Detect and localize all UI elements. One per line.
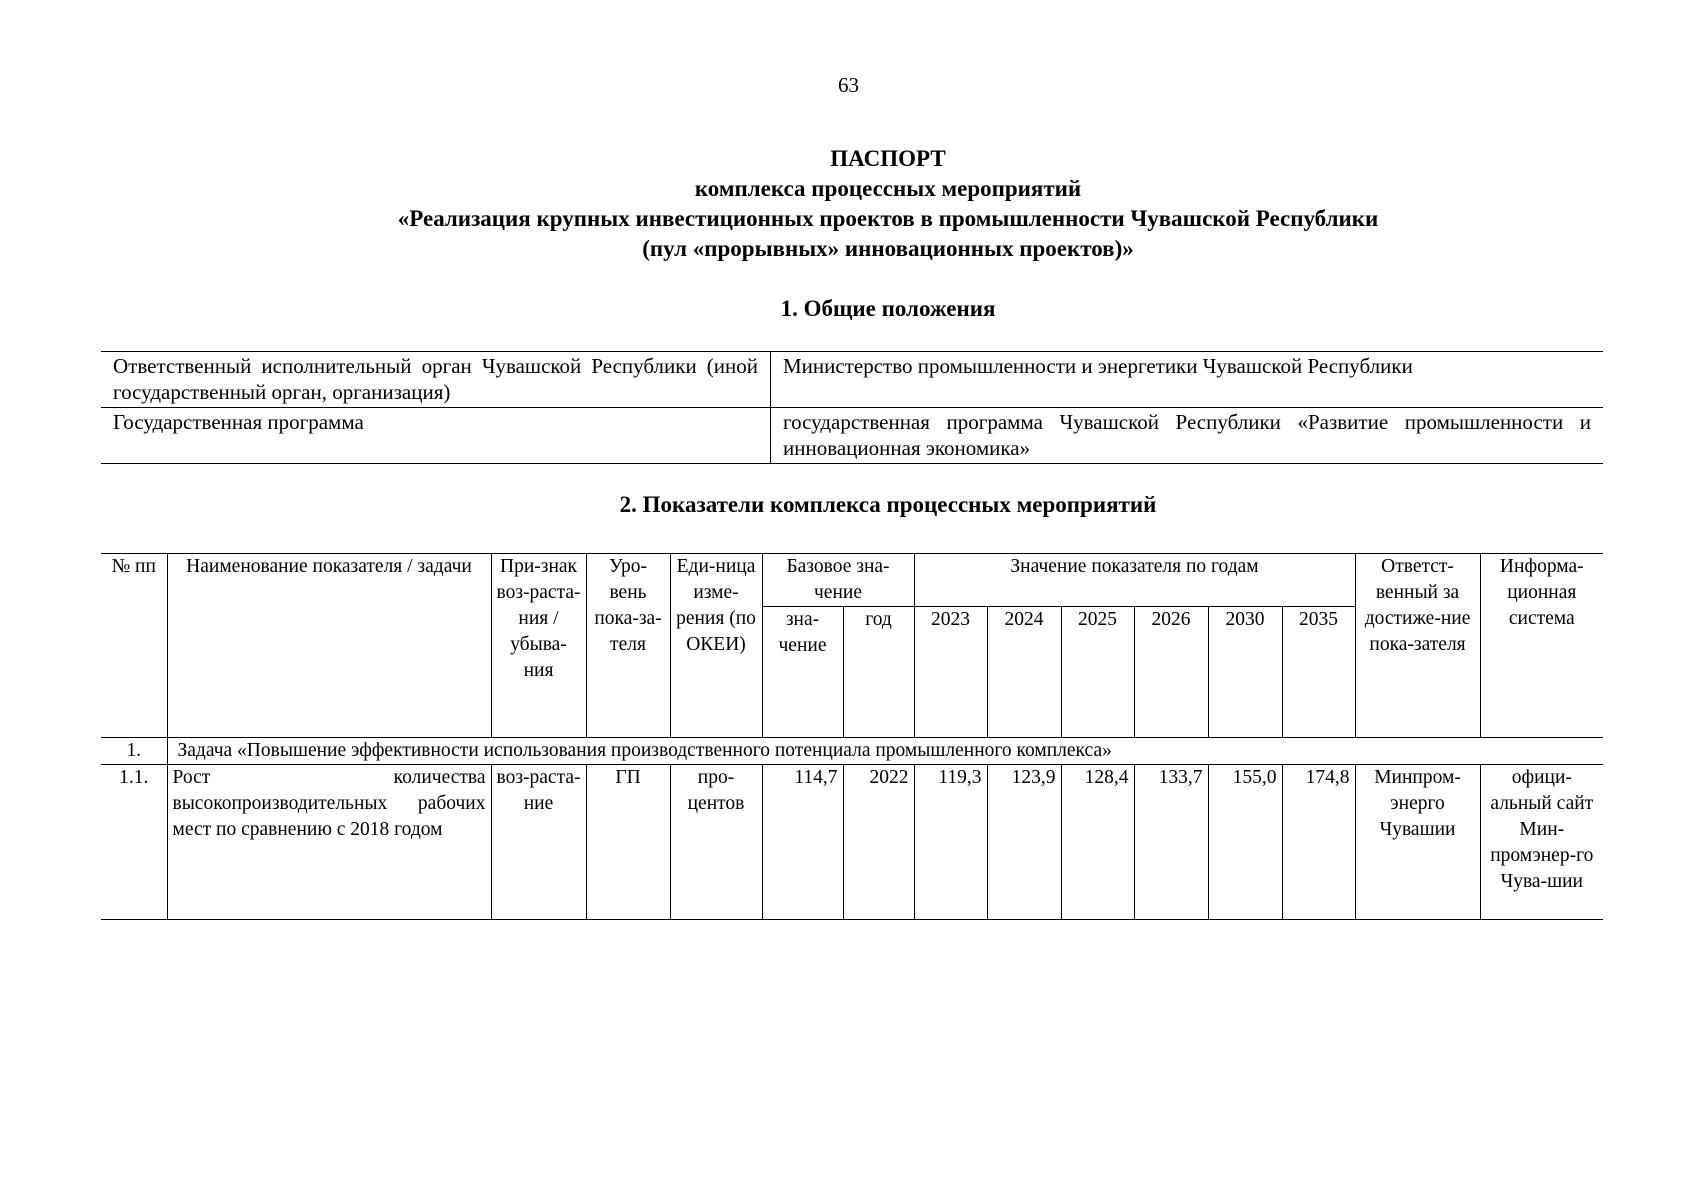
general-row [101, 408, 1603, 464]
header-base-group: Базовое зна-чение [762, 554, 914, 607]
header-year: 2026 [1134, 607, 1208, 738]
header-base-value: зна-чение [762, 607, 843, 738]
row-sign: воз-раста-ние [491, 765, 586, 920]
row-base-year: 2022 [843, 765, 914, 920]
row-name: Рост количества высокопроизводительных рабочих мест по сравнению с 2018 годом [167, 765, 491, 920]
header-base-year: год [843, 607, 914, 738]
row-level: ГП [586, 765, 670, 920]
title-line-3: «Реализация крупных инвестиционных проектов в промышленности Чувашской Республики [397, 206, 1379, 231]
row-value-2024: 123,9 [987, 765, 1061, 920]
header-level: Уро-вень пока-за-теля [586, 554, 670, 738]
row-value-2035: 174,8 [1282, 765, 1355, 920]
header-responsible: Ответст-венный за достиже-ние пока-зателя [1355, 554, 1480, 738]
general-label: Ответственный исполнительный орган Чувашской Республики (иной государственный орган, организация) [101, 352, 771, 408]
task-num: 1. [101, 738, 167, 765]
general-value: государственная программа Чувашской Республики «Развитие промышленности и инновационная экономика» [771, 408, 1604, 464]
general-value: Министерство промышленности и энергетики Чувашской Республики [771, 352, 1604, 408]
row-value-2030: 155,0 [1208, 765, 1282, 920]
general-provisions-table [101, 351, 1603, 464]
header-year: 2035 [1282, 607, 1355, 738]
task-row [101, 738, 1603, 765]
title-line-1: ПАСПОРТ [830, 146, 946, 171]
header-years-group: Значение показателя по годам [914, 554, 1355, 607]
header-year: 2030 [1208, 607, 1282, 738]
row-info-system: офици-альный сайт Мин-промэнер-го Чува-шии [1480, 765, 1603, 920]
row-num: 1.1. [101, 765, 167, 920]
header-year: 2023 [914, 607, 987, 738]
row-value-2025: 128,4 [1061, 765, 1134, 920]
row-unit: про-центов [670, 765, 762, 920]
row-value-2026: 133,7 [1134, 765, 1208, 920]
header-num: № пп [101, 554, 167, 738]
header-sign: При-знак воз-раста-ния / убыва-ния [491, 554, 586, 738]
section1-heading: 1. Общие положения [780, 296, 996, 321]
table-row [101, 765, 1603, 920]
task-text: Задача «Повышение эффективности использования производственного потенциала промышленного комплекса» [167, 738, 1603, 765]
header-year: 2025 [1061, 607, 1134, 738]
indicators-table [101, 553, 1603, 920]
document-title [0, 144, 1697, 264]
header-info-system: Информа-ционная система [1480, 554, 1603, 738]
header-unit: Еди-ница изме-рения (по ОКЕИ) [670, 554, 762, 738]
general-row [101, 352, 1603, 408]
page-number: 63 [838, 73, 859, 97]
row-value-2023: 119,3 [914, 765, 987, 920]
title-line-4: (пул «прорывных» инновационных проектов)» [642, 236, 1134, 261]
section2-heading: 2. Показатели комплекса процессных мероприятий [619, 492, 1157, 517]
row-responsible: Минпром-энерго Чувашии [1355, 765, 1480, 920]
general-label: Государственная программа [101, 408, 771, 464]
row-base-value: 114,7 [762, 765, 843, 920]
header-name: Наименование показателя / задачи [167, 554, 491, 738]
header-year: 2024 [987, 607, 1061, 738]
title-line-2: комплекса процессных мероприятий [694, 176, 1082, 201]
